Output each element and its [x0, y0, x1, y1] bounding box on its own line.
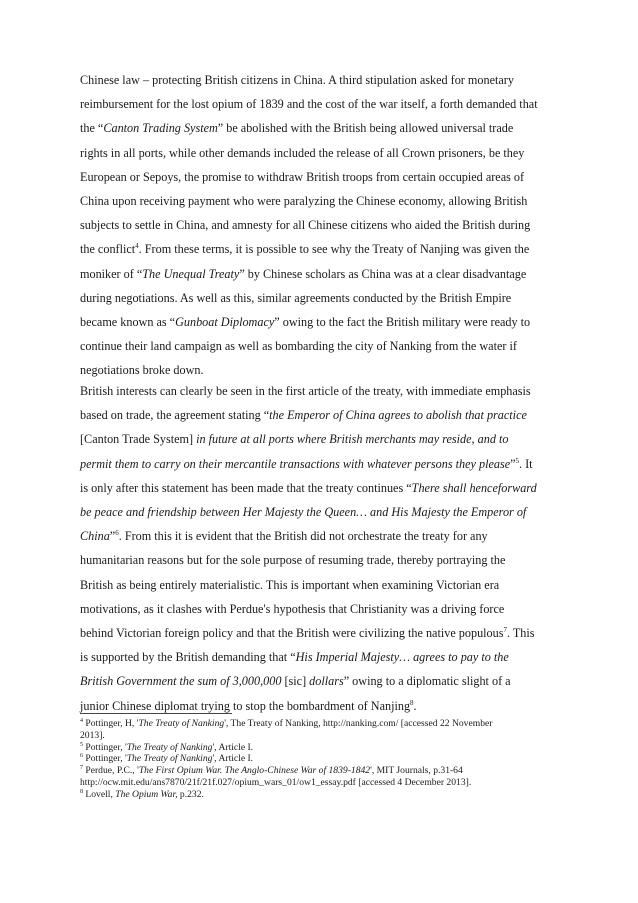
footnote-marker: 8 — [410, 698, 414, 707]
text-run: . — [413, 698, 417, 713]
text-run: ” by Chinese scholars as China was at a clear disadvantage — [239, 266, 527, 281]
text-line — [80, 694, 570, 718]
text-run: . From this it is evident that the British did not orchestrate the treaty for any — [118, 529, 488, 544]
text-run: Chinese law – protecting British citizens in China. A third stipulation asked for monetary — [80, 73, 514, 87]
text-line — [80, 669, 570, 693]
text-run: Pottinger, ' — [83, 741, 127, 753]
footnote-line — [80, 765, 580, 777]
text-line — [80, 116, 570, 140]
text-run: the conflict — [80, 242, 136, 257]
italic-text: The Unequal Treaty — [142, 266, 240, 281]
text-run: behind Victorian foreign policy and that the British were civilizing the native populous — [80, 626, 504, 641]
text-run: 2013]. — [80, 729, 105, 741]
italic-text: Gunboat Diplomacy — [175, 315, 275, 330]
footnote-marker: 6 — [80, 753, 83, 760]
text-run: is supported by the British demanding that “ — [80, 650, 296, 665]
text-line — [80, 476, 570, 500]
footnote-marker: 5 — [80, 741, 83, 748]
text-run: is only after this statement has been made that the treaty continues “ — [80, 480, 412, 495]
text-run: the “ — [80, 121, 104, 136]
text-run: based on trade, the agreement stating “ — [80, 408, 270, 423]
paragraph-2 — [80, 379, 570, 718]
text-line — [80, 237, 570, 261]
italic-text: dollars — [309, 674, 344, 689]
text-run: ', MIT Journals, p.31-64 — [370, 765, 463, 777]
footnote-line — [80, 789, 580, 801]
italic-text: British Government the sum of 3,000,000 — [80, 674, 285, 689]
text-line — [80, 286, 570, 310]
footnote-marker: 5 — [515, 456, 520, 465]
text-run: ” — [109, 529, 116, 544]
text-line — [80, 379, 570, 403]
text-run: subjects to settle in China, and amnesty for all Chinese citizens who aided the British during — [80, 218, 531, 233]
text-run: . It — [519, 456, 533, 471]
text-line — [80, 213, 570, 237]
italic-text: The Opium War, — [115, 788, 178, 800]
text-line — [80, 645, 570, 669]
text-line — [80, 427, 570, 451]
footnote-marker: 4 — [80, 717, 83, 724]
text-line — [80, 310, 570, 334]
text-run: junior Chinese diplomat trying to stop the bombardment of Nanjing — [80, 698, 411, 713]
text-run: Pottinger, H, ' — [83, 718, 139, 729]
footnote-line — [80, 777, 580, 789]
footnote-line — [80, 753, 580, 765]
text-run: European or Sepoys, the promise to withdraw British troops from certain occupied areas of — [80, 169, 525, 184]
text-run: . This — [506, 626, 535, 641]
text-line — [80, 524, 570, 548]
text-line — [80, 334, 570, 358]
text-run: ', The Treaty of Nanking, http://nanking.com/ [accessed 22 November — [224, 718, 493, 729]
text-run: ” owing to a diplomatic slight of a — [343, 674, 511, 689]
text-run: continue their land campaign as well as bombarding the city of Nanking from the water if — [80, 339, 517, 354]
text-run: Lovell, — [83, 788, 116, 800]
text-run: became known as “ — [80, 315, 176, 330]
footnote-marker: 7 — [80, 765, 83, 771]
text-line — [80, 262, 570, 286]
text-run: rights in all ports, while other demands included the release of all Crown prisoners, be they — [80, 145, 525, 160]
footnote-line — [80, 718, 580, 730]
text-run: [sic] — [284, 674, 310, 689]
text-run: p.232. — [177, 788, 204, 800]
footnote-line — [80, 742, 580, 754]
text-run: ', Article I. — [212, 753, 254, 765]
footnote-line — [80, 730, 580, 742]
text-run: . From these terms, it is possible to see why the Treaty of Nanjing was given the — [138, 242, 530, 257]
text-line — [80, 189, 570, 213]
text-run: http://ocw.mit.edu/ans7870/21f/21f.027/opium_wars_01/ow1_essay.pdf [accessed 4 December 2013]. — [80, 776, 472, 788]
italic-text: in future at all ports where British merchants may reside, and to — [196, 432, 509, 447]
italic-text: the Emperor of China agrees to abolish that practice — [269, 408, 527, 423]
footnote-marker: 6 — [115, 529, 119, 538]
text-line — [80, 452, 570, 476]
text-run: during negotiations. As well as this, similar agreements conducted by the British Empire — [80, 290, 512, 305]
text-line — [80, 403, 570, 427]
text-run: British as being entirely materialistic. This is important when examining Victorian era — [80, 577, 500, 592]
italic-text: China — [80, 529, 110, 544]
text-line — [80, 573, 570, 597]
text-run: negotiations broke down. — [80, 363, 204, 378]
text-run: ” be abolished with the British being allowed universal trade — [217, 121, 514, 136]
text-line — [80, 597, 570, 621]
text-line — [80, 92, 570, 116]
text-run: moniker of “ — [80, 266, 143, 281]
text-line — [80, 500, 570, 524]
italic-text: The First Opium War. The Anglo-Chinese War of 1839-1842 — [138, 765, 371, 777]
text-run: British interests can clearly be seen in the first article of the treaty, with immediate emphasis — [80, 384, 531, 398]
italic-text: be peace and friendship between Her Majesty the Queen… and His Majesty the Emperor of — [80, 505, 527, 520]
italic-text: The Treaty of Nanking — [126, 753, 213, 765]
text-run: motivations, as it clashes with Perdue's hypothesis that Christianity was a driving force — [80, 601, 505, 616]
footnote-marker: 8 — [80, 788, 83, 795]
italic-text: permit them to carry on their mercantile transactions with whatever persons they please — [80, 456, 511, 471]
footnote-marker: 7 — [503, 625, 507, 634]
footnote-marker: 4 — [135, 242, 139, 251]
text-line — [80, 621, 570, 645]
text-line — [80, 165, 570, 189]
paragraph-1 — [80, 68, 570, 383]
footnote-divider — [80, 713, 232, 714]
italic-text: His Imperial Majesty… agrees to pay to the — [295, 650, 509, 665]
italic-text: Canton Trading System — [103, 121, 218, 136]
text-run: ” — [510, 456, 516, 471]
italic-text: The Treaty of Nanking — [138, 718, 225, 729]
text-run: ', Article I. — [212, 741, 254, 753]
italic-text: The Treaty of Nanking — [126, 741, 213, 753]
text-run: China upon receiving payment who were paralyzing the Chinese economy, allowing British — [80, 194, 528, 209]
text-run: humanitarian reasons but for the sole purpose of resuming trade, thereby portraying the — [80, 553, 506, 568]
text-run: Perdue, P.C., ' — [83, 765, 139, 777]
italic-text: There shall henceforward — [411, 480, 537, 495]
text-run: reimbursement for the lost opium of 1839 and the cost of the war itself, a forth demanded that — [80, 97, 538, 112]
text-run: [Canton Trade System] — [80, 432, 197, 447]
footnotes — [80, 718, 580, 801]
text-line — [80, 68, 570, 92]
text-line — [80, 548, 570, 572]
text-line — [80, 141, 570, 165]
text-run: Pottinger, ' — [83, 753, 127, 765]
text-run: ” owing to the fact the British military were ready to — [274, 315, 531, 330]
